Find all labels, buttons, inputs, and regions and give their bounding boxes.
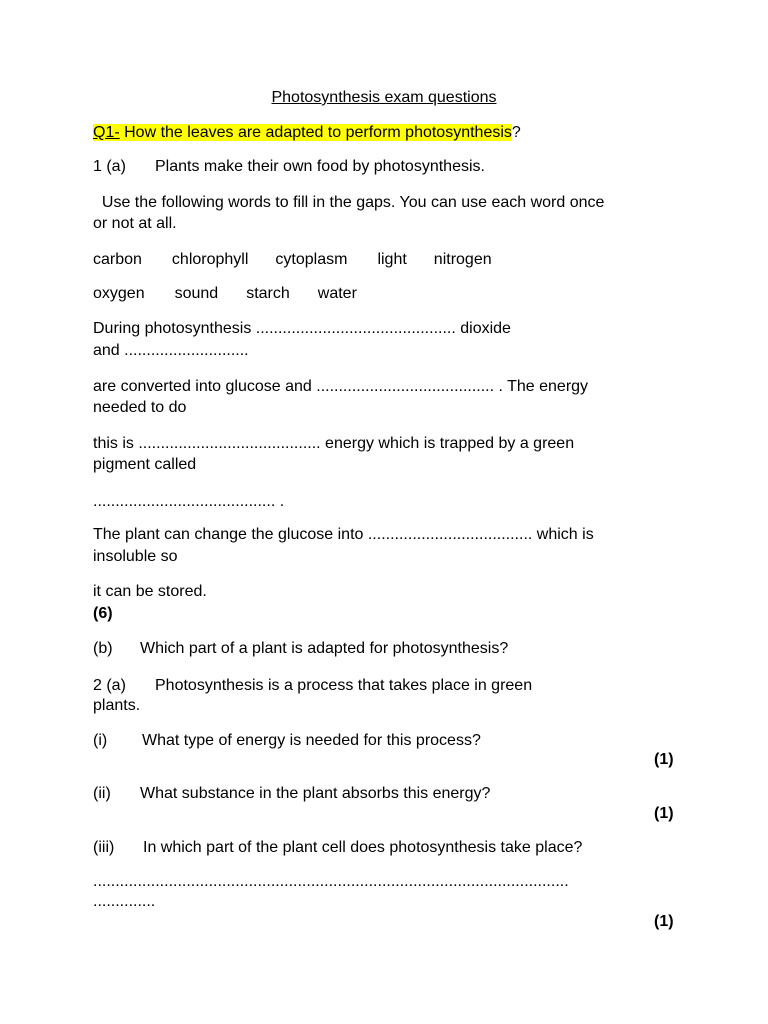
question-2a-i-line (93, 731, 481, 751)
question-1a-text: Plants make their own food by photosynthesis. (155, 158, 485, 175)
question-1a-marks: (6) (93, 605, 113, 622)
word-bank-item: sound (174, 285, 219, 302)
word-bank-item: cytoplasm (275, 251, 348, 268)
question-1b-number: (b) (93, 640, 113, 657)
fill-gap-line: During photosynthesis ............................................. dioxide (93, 320, 511, 337)
word-bank-item: carbon (93, 251, 142, 268)
question-1a-number: 1 (a) (93, 158, 126, 175)
question-1b-line (93, 639, 508, 659)
question-2a-text-line-2: plants. (93, 697, 141, 714)
instructions-line-1: Use the following words to fill in the gaps. You can use each word once (93, 194, 605, 211)
fill-gap-line: are converted into glucose and ........................................ . The energy (93, 378, 589, 395)
fill-gap-line: and ............................ (93, 342, 249, 359)
question-2a-number: 2 (a) (93, 677, 126, 694)
question-2a-ii-number: (ii) (93, 785, 111, 802)
fill-gap-line: this is ......................................... energy which is trapped by a green (93, 435, 575, 452)
fill-gap-line: it can be stored. (93, 583, 207, 600)
word-bank-row-1 (93, 250, 492, 270)
word-bank-item: starch (246, 285, 290, 302)
question-2a-line (93, 676, 532, 696)
question-2a-i-marks: (1) (654, 751, 674, 768)
word-bank-item: oxygen (93, 285, 145, 302)
word-bank-item: nitrogen (433, 251, 492, 268)
question-1b-text: Which part of a plant is adapted for photosynthesis? (140, 640, 509, 657)
question-2a-iii-line (93, 838, 582, 858)
question-2a-iii-text: In which part of the plant cell does photosynthesis take place? (143, 839, 583, 856)
question-1-text: How the leaves are adapted to perform photosynthesis (119, 124, 512, 141)
question-2a-iii-number: (iii) (93, 839, 115, 856)
question-2a-ii-marks: (1) (654, 805, 674, 822)
fill-gap-line: ......................................... . (93, 493, 285, 510)
word-bank-item: chlorophyll (171, 251, 249, 268)
question-2a-i-text: What type of energy is needed for this process? (142, 732, 481, 749)
word-bank-item: water (317, 285, 357, 302)
answer-line-1: ........................................................................................................... (93, 873, 569, 890)
word-bank-item: light (377, 251, 407, 268)
fill-gap-line: insoluble so (93, 548, 178, 565)
question-1a-line (93, 157, 485, 177)
question-1-qmark: ? (511, 124, 521, 141)
question-2a-ii-line (93, 784, 490, 804)
question-2a-iii-marks: (1) (654, 913, 674, 930)
question-2a-text: Photosynthesis is a process that takes place in green (155, 677, 533, 694)
word-bank-row-2 (93, 284, 357, 304)
instructions-line-2: or not at all. (93, 215, 177, 232)
fill-gap-line: The plant can change the glucose into ..................................... which is (93, 526, 594, 543)
fill-gap-line: pigment called (93, 456, 197, 473)
question-2a-i-number: (i) (93, 732, 108, 749)
question-1-prefix: Q1- (93, 124, 120, 141)
page-title: Photosynthesis exam questions (271, 89, 497, 106)
fill-gap-line: needed to do (93, 399, 187, 416)
question-1-heading (93, 123, 521, 143)
question-2a-ii-text: What substance in the plant absorbs this energy? (140, 785, 491, 802)
answer-line-2: .............. (93, 893, 156, 910)
